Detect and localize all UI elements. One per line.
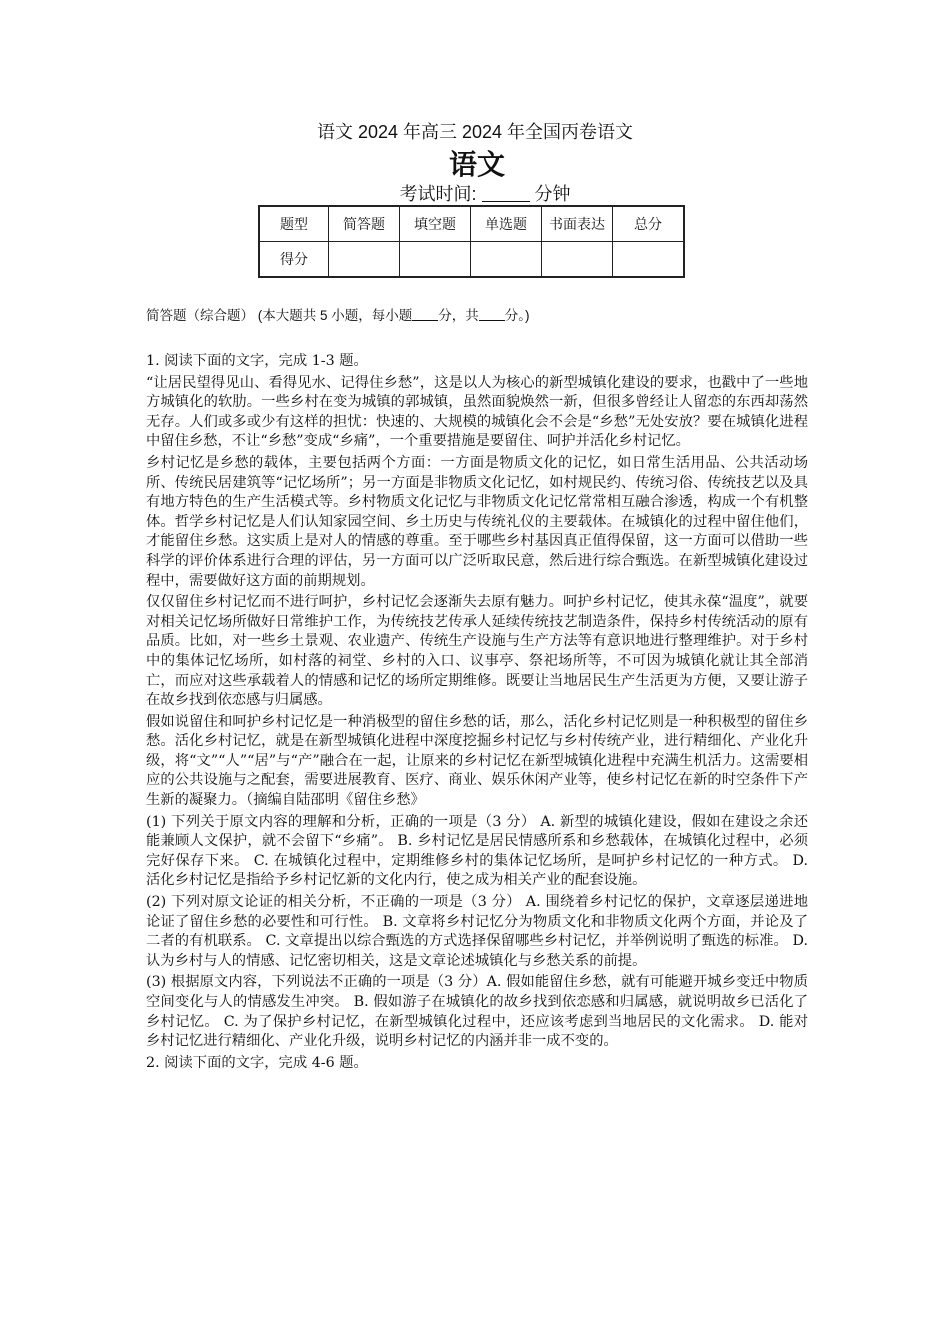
sub-question-1: (1) 下列关于原文内容的理解和分析，正确的一项是（3 分） A. 新型的城镇化建设，假如在建设之余还能兼顾人文保护，就不会留下“乡痛”。 B. 乡村记忆是居民情感所系和乡愁载体，在城镇化过程中，必须完好保存下来。 C. 在城镇化过程中，定期维修乡村的集体记忆场所，是呵护乡村记忆的一种方式。 D. 活化乡村记忆是指给予乡村记忆新的文化内行，使之成为相关产业的配套设施。 xyxy=(146,813,808,889)
score-row-label: 得分 xyxy=(259,242,329,278)
total-score-blank xyxy=(479,308,505,321)
score-cell xyxy=(471,242,542,278)
passage-paragraph-4: 假如说留住和呵护乡村记忆是一种消极型的留住乡愁的话，那么，活化乡村记忆则是一种积极型的留住乡愁。活化乡村记忆，就是在新型城镇化进程中深度挖掘乡村记忆与乡村传统产业，进行精细化、产业化升级，将“文”“人”“居”与“产”融合在一起，让原来的乡村记忆在新型城镇化进程中充满生机活力。这需要相应的公共设施与之配套，需要进展教育、医疗、商业、娱乐休闲产业等，使乡村记忆在新的时空条件下产生新的凝聚力。（摘编自陆邵明《留住乡愁》 xyxy=(146,713,808,809)
subject-heading: 语文 xyxy=(448,149,505,180)
score-cell xyxy=(329,242,400,278)
score-cell xyxy=(613,242,685,278)
passage-paragraph-1: “让居民望得见山、看得见水、记得住乡愁”，这是以人为核心的新型城镇化建设的要求，也戳中了一些地方城镇化的软肋。一些乡村在变为城镇的郭城镇，虽然面貌焕然一新，但很多曾经让人留恋的东西却荡然无存。人们或多或少有这样的担忧：快速的、大规模的城镇化会不会是“乡愁”无处安放？要在城镇化进程中留住乡愁，不让“乡愁”变成“乡痛”，一个重要措施是要留住、呵护并活化乡村记忆。 xyxy=(146,374,808,450)
exam-time-line xyxy=(0,180,950,206)
section-heading xyxy=(146,304,530,324)
per-question-score-blank xyxy=(412,308,438,321)
reading-content xyxy=(146,352,808,1075)
exam-time-unit: 分钟 xyxy=(534,184,571,204)
section-head-prefix: 简答题（综合题） (本大题共 5 小题，每小题 xyxy=(146,308,413,323)
score-header-cell: 书面表达 xyxy=(542,206,613,242)
score-table-score-row xyxy=(259,242,684,278)
question-1-intro: 1. 阅读下面的文字，完成 1-3 题。 xyxy=(146,353,368,369)
score-header-cell: 题型 xyxy=(259,206,329,242)
score-table-header-row xyxy=(259,206,684,242)
passage-paragraph-3: 仅仅留住乡村记忆而不进行呵护，乡村记忆会逐渐失去原有魅力。呵护乡村记忆，使其永葆“温度”，就要对相关记忆场所做好日常维护工作，为传统技艺传承人延续传统技艺制造条件，保持乡村传统活动的原有品质。比如，对一些乡土景观、农业遗产、传统生产设施与生产方法等有意识地进行整理维护。对于乡村中的集体记忆场所，如村落的祠堂、乡村的入口、议事亭、祭祀场所等，不可因为城镇化就让其全部消亡，而应对这些承载着人的情感和记忆的场所定期维修。既要让当地居民生产生活更为方便，又要让游子在故乡找到依恋感与归属感。 xyxy=(146,594,808,709)
sub-question-3: (3) 根据原文内容，下列说法不正确的一项是（3 分）A. 假如能留住乡愁，就有可能避开城乡变迁中物质空间变化与人的情感发生冲突。 B. 假如游子在城镇化的故乡找到依恋感和归属感，就说明故乡已活化了乡村记忆。 C. 为了保护乡村记忆，在新型城镇化过程中，还应该考虑到当地居民的文化需求。 D. 能对乡村记忆进行精细化、产业化升级，说明乡村记忆的内涵并非一成不变的。 xyxy=(146,974,808,1050)
document-title: 语文 2024 年高三 2024 年全国丙卷语文 xyxy=(316,122,634,142)
sub-question-2: (2) 下列对原文论证的相关分析，不正确的一项是（3 分） A. 围绕着乡村记忆的保护，文章逐层递进地论证了留住乡愁的必要性和可行性。 B. 文章将乡村记忆分为物质文化和非物质文化两个方面，并论及了二者的有机联系。 C. 文章提出以综合甄选的方式选择保留哪些乡村记忆，并举例说明了甄选的标准。 D. 认为乡村与人的情感、记忆密切相关，这是文章论述城镇化与乡愁关系的前提。 xyxy=(146,894,808,969)
section-head-suffix: 分。) xyxy=(504,308,530,323)
section-head-mid: 分，共 xyxy=(438,308,479,323)
exam-time-label: 考试时间: xyxy=(399,184,477,204)
exam-time-blank xyxy=(482,185,530,202)
score-cell xyxy=(400,242,471,278)
question-2-intro: 2. 阅读下面的文字，完成 4-6 题。 xyxy=(146,1054,368,1071)
score-header-cell: 填空题 xyxy=(400,206,471,242)
score-header-cell: 单选题 xyxy=(471,206,542,242)
score-table xyxy=(258,205,685,278)
passage-paragraph-2: 乡村记忆是乡愁的载体，主要包括两个方面：一方面是物质文化的记忆，如日常生活用品、公共活动场所、传统民居建筑等“记忆场所”；另一方面是非物质文化记忆，如村规民约、传统习俗、传统技艺以及具有地方特色的生产生活模式等。乡村物质文化记忆与非物质文化记忆常常相互融合渗透，构成一个有机整体。哲学乡村记忆是人们认知家园空间、乡土历史与传统礼仪的主要载体。在城镇化的过程中留住他们，才能留住乡愁。这实质上是对人的情感的尊重。至于哪些乡村基因真正值得保留，这一方面可以借助一些科学的评价体系进行合理的评估，另一方面可以广泛听取民意，然后进行综合甄选。在新型城镇化建设过程中，需要做好这方面的前期规划。 xyxy=(146,454,808,589)
score-header-cell: 总分 xyxy=(613,206,685,242)
score-header-cell: 简答题 xyxy=(329,206,400,242)
score-cell xyxy=(542,242,613,278)
